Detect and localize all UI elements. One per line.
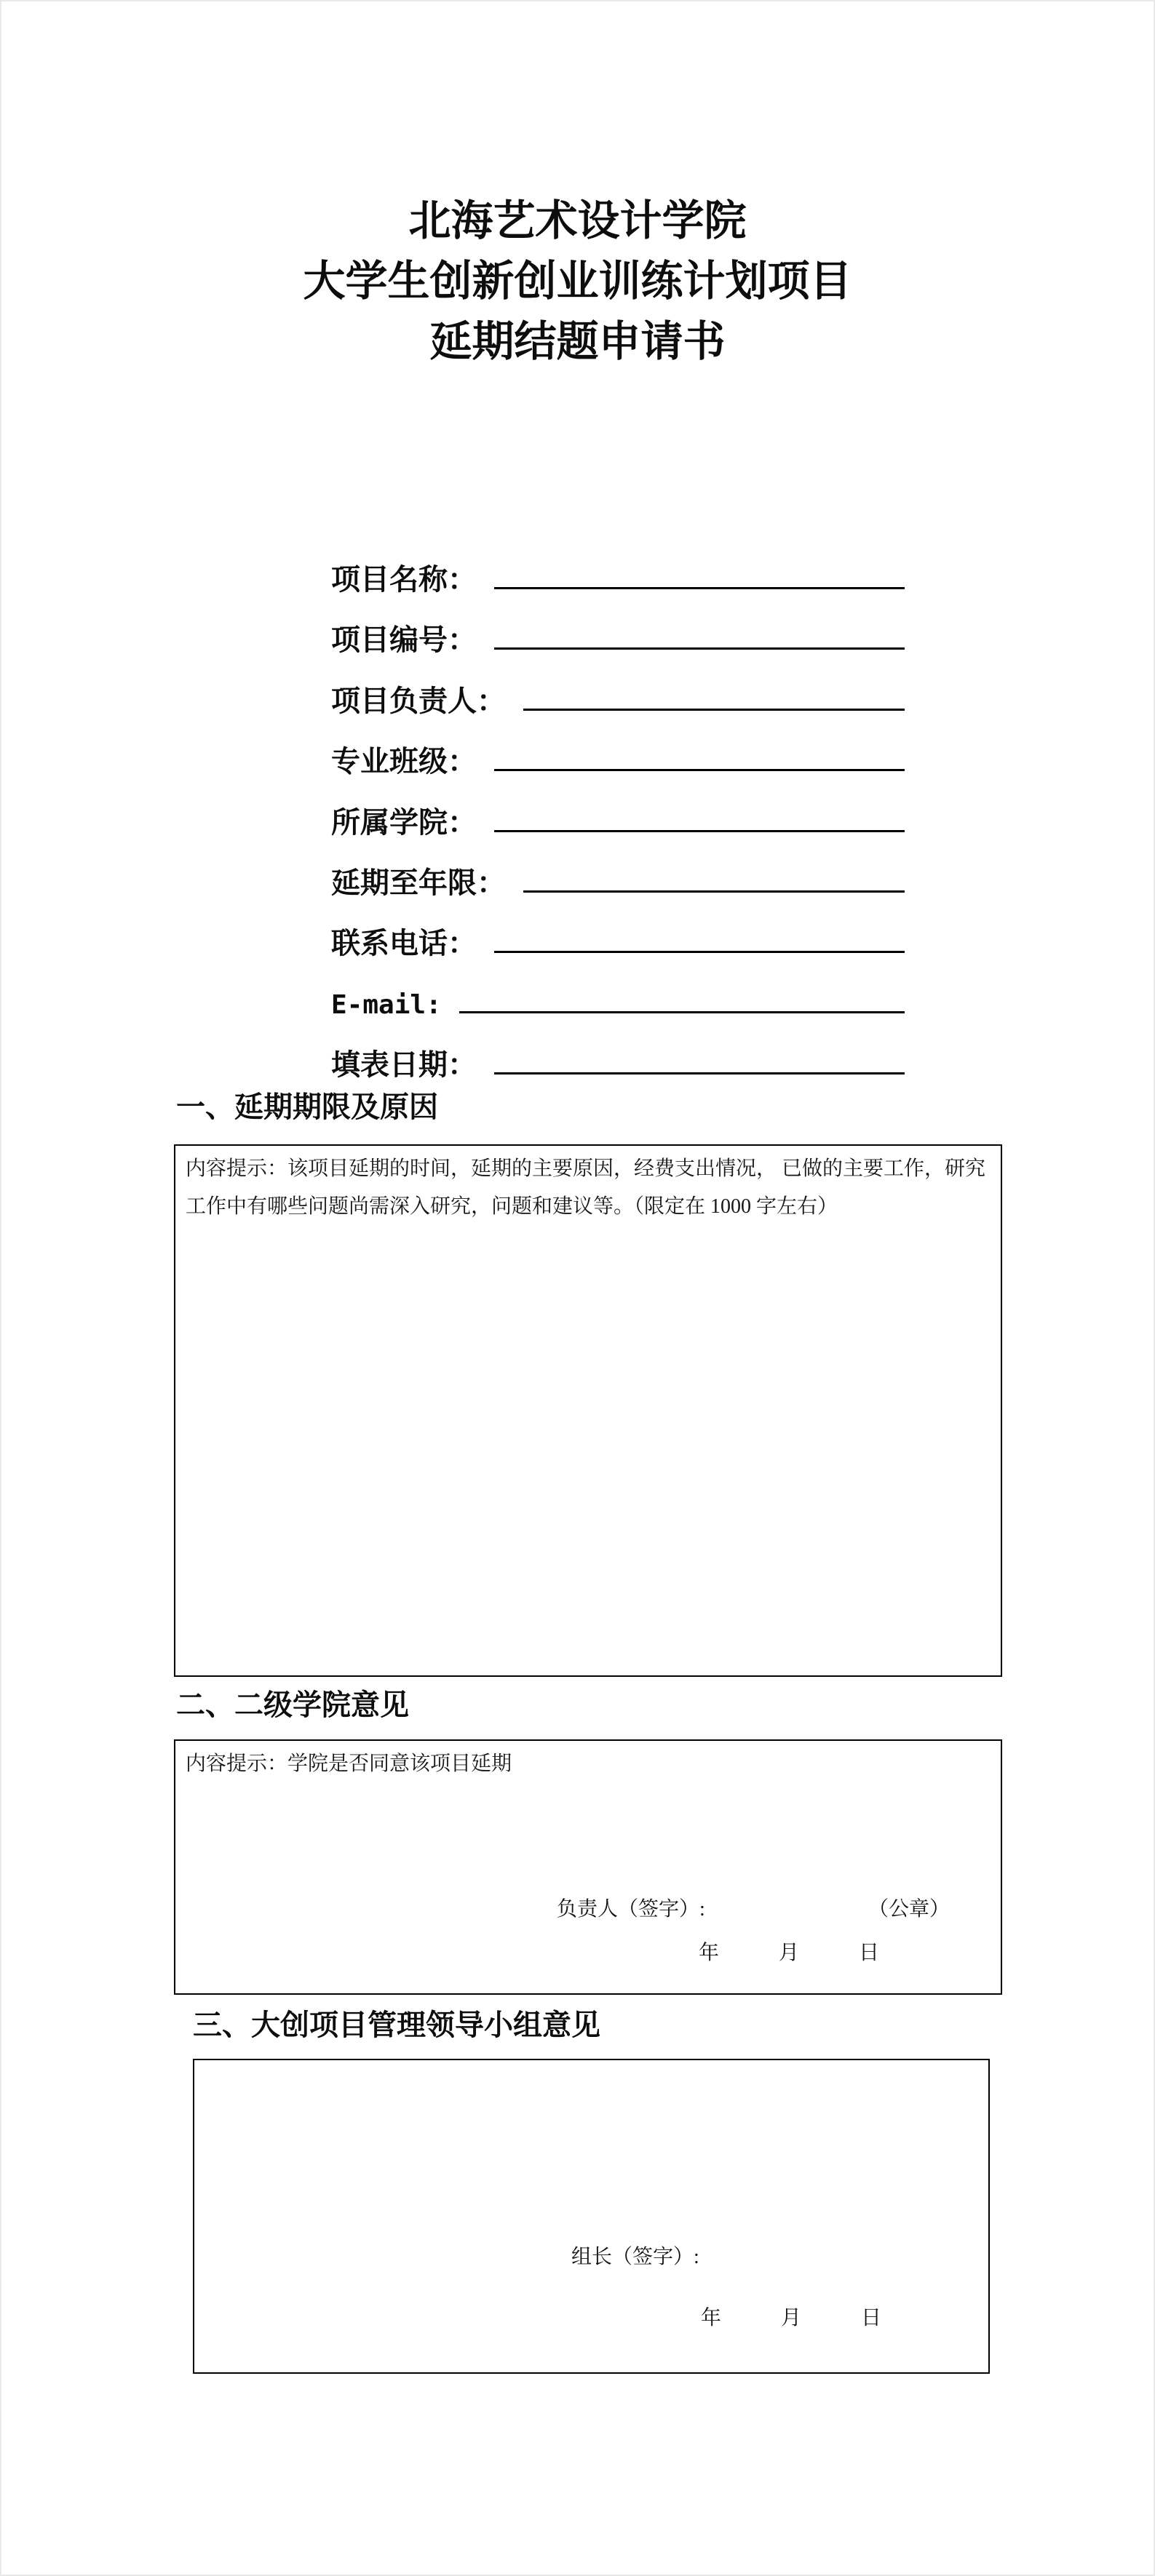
date-month-label: 月 xyxy=(781,2307,802,2329)
document-title xyxy=(0,191,1155,372)
field-row xyxy=(331,853,905,914)
field-label: 所属学院： xyxy=(331,806,477,839)
section-1-hint xyxy=(186,1150,991,1226)
field-label: 项目名称： xyxy=(331,564,477,596)
field-row xyxy=(331,914,905,974)
section-3-heading: 三、大创项目管理领导小组意见 xyxy=(193,2009,600,2041)
date-year-label: 年 xyxy=(699,1942,720,1964)
section-2-signature-label: 负责人（签字）: xyxy=(557,1898,705,1921)
title-line-program: 大学生创新创业训练计划项目 xyxy=(303,258,852,305)
field-underline[interactable] xyxy=(459,1011,905,1013)
section-3-date-line xyxy=(701,2305,881,2332)
hint-line: 内容提示：该项目延期的时间，延期的主要原因，经费支出情况， 已做的主要工作，研究 xyxy=(186,1157,986,1180)
field-row xyxy=(331,975,905,1035)
field-label: 项目负责人： xyxy=(331,685,506,717)
section-2-date-line xyxy=(699,1940,879,1966)
date-day-label: 日 xyxy=(861,2307,882,2329)
section-1-answer-box[interactable] xyxy=(174,1144,1002,1677)
field-underline[interactable] xyxy=(494,830,905,832)
section-1-heading: 一、延期期限及原因 xyxy=(176,1091,438,1123)
field-label: 项目编号： xyxy=(331,624,477,657)
form-fields xyxy=(331,550,905,1096)
field-label: 联系电话： xyxy=(331,928,477,960)
field-row xyxy=(331,732,905,792)
field-underline[interactable] xyxy=(523,890,905,893)
title-line-form: 延期结题申请书 xyxy=(429,318,726,365)
field-underline[interactable] xyxy=(494,769,905,771)
section-2-seal-label: （公章） xyxy=(868,1898,950,1921)
field-underline[interactable] xyxy=(494,951,905,953)
section-2-hint: 内容提示：学院是否同意该项目延期 xyxy=(186,1752,512,1775)
field-row xyxy=(331,1035,905,1096)
field-label: E-mail: xyxy=(331,989,442,1020)
date-month-label: 月 xyxy=(779,1942,800,1964)
date-year-label: 年 xyxy=(701,2307,722,2329)
field-label: 延期至年限： xyxy=(331,866,506,899)
field-row xyxy=(331,793,905,853)
field-label: 专业班级： xyxy=(331,746,477,778)
field-underline[interactable] xyxy=(494,1072,905,1074)
field-label: 填表日期： xyxy=(331,1049,477,1082)
field-underline[interactable] xyxy=(523,709,905,711)
field-underline[interactable] xyxy=(494,647,905,650)
hint-line: 工作中有哪些问题尚需深入研究，问题和建议等。（限定在 1000 字左右） xyxy=(186,1195,838,1218)
section-3-signature-label: 组长（签字）: xyxy=(571,2246,699,2268)
field-underline[interactable] xyxy=(494,587,905,589)
section-2-heading: 二、二级学院意见 xyxy=(176,1689,409,1721)
date-day-label: 日 xyxy=(859,1942,880,1964)
field-row xyxy=(331,671,905,732)
field-row xyxy=(331,550,905,610)
field-row xyxy=(331,610,905,671)
title-line-school: 北海艺术设计学院 xyxy=(408,197,747,244)
